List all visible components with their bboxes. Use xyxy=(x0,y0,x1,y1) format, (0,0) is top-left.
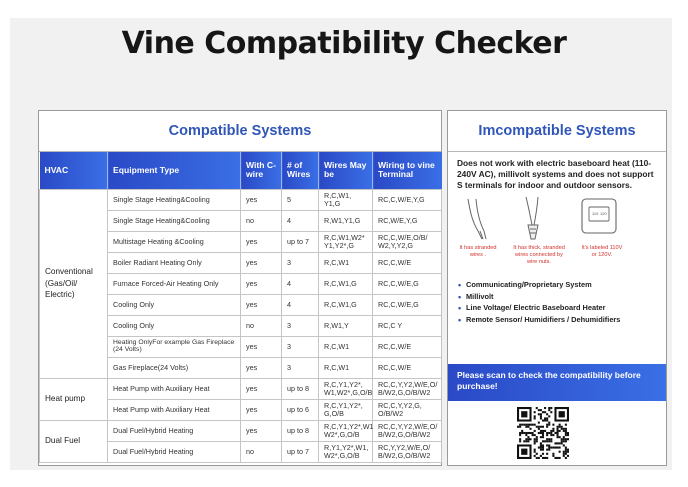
col-wires-may-be-header: Wires May be xyxy=(319,152,373,189)
equipment-type-cell: Single Stage Heating&Cooling xyxy=(108,189,241,210)
wire-count-cell: 3 xyxy=(282,336,319,357)
wires-may-be-cell: R,C,W1 xyxy=(319,357,373,378)
equipment-type-cell: Heating OnlyFor example Gas Fireplace (24 Volts) xyxy=(108,336,241,357)
equipment-type-cell: Cooling Only xyxy=(108,294,241,315)
caption-line-voltage: It's labeled 110V or 120V. xyxy=(581,245,623,258)
cwire-cell: no xyxy=(241,315,282,336)
terminal-wiring-cell: RC,C,Y,Y2,W/E,O/ B/W2,G,O/B/W2 xyxy=(373,378,442,399)
wire-count-cell: up to 7 xyxy=(282,231,319,252)
equipment-type-cell: Heat Pump with Auxiliary Heat xyxy=(108,399,241,420)
wire-count-cell: 3 xyxy=(282,252,319,273)
cwire-cell: no xyxy=(241,210,282,231)
stranded-wire-icon xyxy=(468,199,486,239)
line-voltage-thermostat-icon xyxy=(582,199,616,233)
table-row xyxy=(40,420,442,441)
wire-nut-icon xyxy=(526,197,538,239)
equipment-type-cell: Heat Pump with Auxiliary Heat xyxy=(108,378,241,399)
equipment-type-cell: Boiler Radiant Heating Only xyxy=(108,252,241,273)
equipment-type-cell: Dual Fuel/Hybrid Heating xyxy=(108,441,241,462)
compatibility-table xyxy=(39,152,442,463)
cwire-cell: yes xyxy=(241,189,282,210)
wire-count-cell: 5 xyxy=(282,189,319,210)
wires-may-be-cell: R,C,W1 xyxy=(319,336,373,357)
scan-banner: Please scan to check the compatibility before purchase! xyxy=(448,364,666,401)
terminal-wiring-cell: RC,C,W/E,O/B/ W2,Y,Y2,G xyxy=(373,231,442,252)
wires-may-be-cell: R,C,W1,G xyxy=(319,273,373,294)
incompatible-heading: Imcompatible Systems xyxy=(448,111,666,152)
cwire-cell: yes xyxy=(241,420,282,441)
thermostat-label-110: 110 xyxy=(592,211,599,217)
wire-count-cell: up to 8 xyxy=(282,420,319,441)
terminal-wiring-cell: RC,Y,Y2,W/E,O/ B/W2,G,O/B/W2 xyxy=(373,441,442,462)
cwire-cell: yes xyxy=(241,231,282,252)
terminal-wiring-cell: RC,C,W/E,G xyxy=(373,294,442,315)
wire-count-cell: 4 xyxy=(282,294,319,315)
terminal-wiring-cell: RC,W/E,Y,G xyxy=(373,210,442,231)
cwire-cell: yes xyxy=(241,357,282,378)
terminal-wiring-cell: RC,C,W/E,G xyxy=(373,273,442,294)
cwire-cell: yes xyxy=(241,294,282,315)
thermostat-label-120: 120 xyxy=(600,211,607,217)
equipment-type-cell: Dual Fuel/Hybrid Heating xyxy=(108,420,241,441)
wires-may-be-cell: R,C,W1,G xyxy=(319,294,373,315)
wires-may-be-cell: R,C,W1 xyxy=(319,252,373,273)
cwire-cell: yes xyxy=(241,273,282,294)
compatible-heading: Compatible Systems xyxy=(39,111,441,152)
wire-count-cell: up to 8 xyxy=(282,378,319,399)
wires-may-be-cell: R,W1,Y xyxy=(319,315,373,336)
page-title: Vine Compatibility Checker xyxy=(121,26,567,61)
cwire-cell: yes xyxy=(241,252,282,273)
terminal-wiring-cell: RC,C,Y,Y2,G, O/B/W2 xyxy=(373,399,442,420)
wire-count-cell: 4 xyxy=(282,273,319,294)
col-num-wires-header: # of Wires xyxy=(282,152,319,189)
wires-may-be-cell: R,C,W1, Y1,G xyxy=(319,189,373,210)
equipment-type-cell: Furnace Forced-Air Heating Only xyxy=(108,273,241,294)
incompatible-item: • Line Voltage/ Electric Baseboard Heater xyxy=(458,302,656,313)
col-with-cwire-header: With C-wire xyxy=(241,152,282,189)
equipment-type-cell: Gas Fireplace(24 Volts) xyxy=(108,357,241,378)
table-row xyxy=(40,378,442,399)
terminal-wiring-cell: RC,C,W/E xyxy=(373,336,442,357)
wires-may-be-cell: R,Y1,Y2*,W1, W2*,G,O/B xyxy=(319,441,373,462)
wire-count-cell: 3 xyxy=(282,315,319,336)
wires-may-be-cell: R,C,Y1,Y2*,W1 W2*,G,O/B xyxy=(319,420,373,441)
equipment-type-cell: Single Stage Heating&Cooling xyxy=(108,210,241,231)
cwire-cell: yes xyxy=(241,378,282,399)
table-header-row xyxy=(40,152,442,189)
incompatible-item: • Remote Sensor/ Humidifiers / Dehumidifiers xyxy=(458,314,656,325)
equipment-type-cell: Cooling Only xyxy=(108,315,241,336)
wire-count-cell: up to 6 xyxy=(282,399,319,420)
terminal-wiring-cell: RC,C,W/E xyxy=(373,357,442,378)
col-wiring-terminal-header: Wiring to vine Terminal xyxy=(373,152,442,189)
wires-may-be-cell: R,C,Y1,Y2*, G,O/B xyxy=(319,399,373,420)
terminal-wiring-cell: RC,C,W/E xyxy=(373,252,442,273)
incompatible-panel xyxy=(447,110,667,466)
incompatible-item: • Millivolt xyxy=(458,291,656,302)
wire-illustrations xyxy=(448,191,666,279)
col-hvac-header: HVAC xyxy=(40,152,108,189)
caption-stranded: It has stranded wires . xyxy=(459,245,497,258)
wires-may-be-cell: R,C,Y1,Y2*, W1,W2*,G,O/B xyxy=(319,378,373,399)
terminal-wiring-cell: RC,C Y xyxy=(373,315,442,336)
wire-count-cell: 3 xyxy=(282,357,319,378)
hvac-group-cell: Heat pump xyxy=(40,378,108,420)
terminal-wiring-cell: RC,C,W/E,Y,G xyxy=(373,189,442,210)
cwire-cell: yes xyxy=(241,399,282,420)
cwire-cell: yes xyxy=(241,336,282,357)
wire-icons xyxy=(456,195,660,243)
terminal-wiring-cell: RC,C,Y,Y2,W/E,O/ B/W2,G,O/B/W2 xyxy=(373,420,442,441)
incompatible-description: Does not work with electric baseboard heat (110-240V AC), millivolt systems and does not support S terminals for indoor and outdoor sensors. xyxy=(457,158,654,191)
incompatible-list xyxy=(448,279,666,325)
wires-may-be-cell: R,C,W1,W2* Y1,Y2*,G xyxy=(319,231,373,252)
cwire-cell: no xyxy=(241,441,282,462)
hvac-group-cell: Dual Fuel xyxy=(40,420,108,462)
table-row xyxy=(40,189,442,210)
caption-wire-nuts: It has thick, stranded wires connected by wire nuts. xyxy=(513,245,565,265)
wire-count-cell: up to 7 xyxy=(282,441,319,462)
compatible-panel xyxy=(38,110,442,466)
wire-count-cell: 4 xyxy=(282,210,319,231)
incompatible-item: • Communicating/Proprietary System xyxy=(458,279,656,290)
hvac-group-cell: Conventional (Gas/Oil/ Electric) xyxy=(40,189,108,378)
col-equipment-type-header: Equipment Type xyxy=(108,152,241,189)
wires-may-be-cell: R,W1,Y1,G xyxy=(319,210,373,231)
qr-code-icon[interactable] xyxy=(517,407,569,459)
equipment-type-cell: Multistage Heating &Cooling xyxy=(108,231,241,252)
